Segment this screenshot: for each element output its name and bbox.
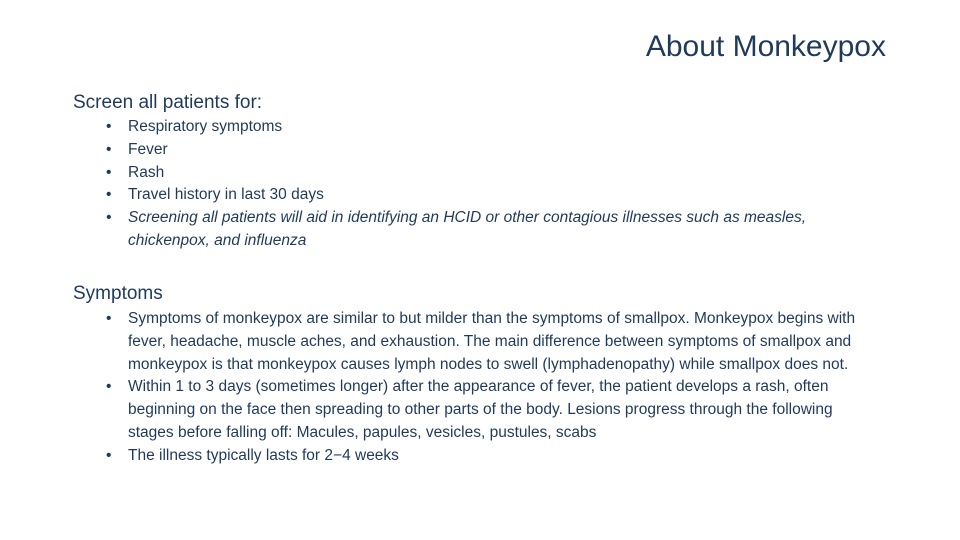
list-item-text: Respiratory symptoms — [128, 118, 283, 135]
slide-title: About Monkeypox — [645, 30, 886, 63]
list-item — [106, 207, 888, 253]
list-item-text: Screening all patients will aid in identifying an HCID or other contagious illnesses such as measles, chickenpox, and influenza — [128, 209, 807, 249]
bullet-icon: • — [106, 118, 112, 135]
screening-heading: Screen all patients for: — [73, 92, 263, 113]
bullet-icon: • — [106, 209, 112, 227]
bullet-icon: • — [106, 310, 112, 327]
bullet-icon: • — [106, 378, 112, 396]
bullet-icon: • — [106, 446, 112, 464]
list-item — [106, 308, 878, 376]
list-item — [106, 376, 878, 444]
list-item-text: Travel history in last 30 days — [128, 186, 324, 204]
bullet-icon: • — [106, 163, 112, 181]
list-item-text: Rash — [128, 163, 165, 181]
list-item-text: Symptoms of monkeypox are similar to but milder than the symptoms of smallpox. Monkeypox begins with fever, headache, muscle aches, and exhaustion. The main difference between symptoms of smallpox and monkeypox is that monkeypox causes lymph nodes to swell (lymphadenopathy) while smallpox does not. — [128, 310, 856, 373]
list-item — [106, 139, 888, 162]
list-item — [106, 162, 888, 185]
bullet-icon: • — [106, 140, 112, 158]
list-item-text: Within 1 to 3 days (sometimes longer) after the appearance of fever, the patient develops a rash, often beginning on the face then spreading to other parts of the body. Lesions progress through the following stages before falling off: Macules, papules, vesicles, pustules, scabs — [128, 378, 833, 441]
screening-list — [106, 116, 888, 253]
list-item — [106, 116, 888, 139]
bullet-icon: • — [106, 186, 112, 204]
list-item — [106, 445, 878, 468]
symptoms-list — [106, 308, 878, 468]
list-item-text: The illness typically lasts for 2−4 weeks — [128, 446, 399, 464]
list-item — [106, 184, 888, 207]
symptoms-heading: Symptoms — [73, 283, 163, 304]
list-item-text: Fever — [128, 140, 168, 158]
